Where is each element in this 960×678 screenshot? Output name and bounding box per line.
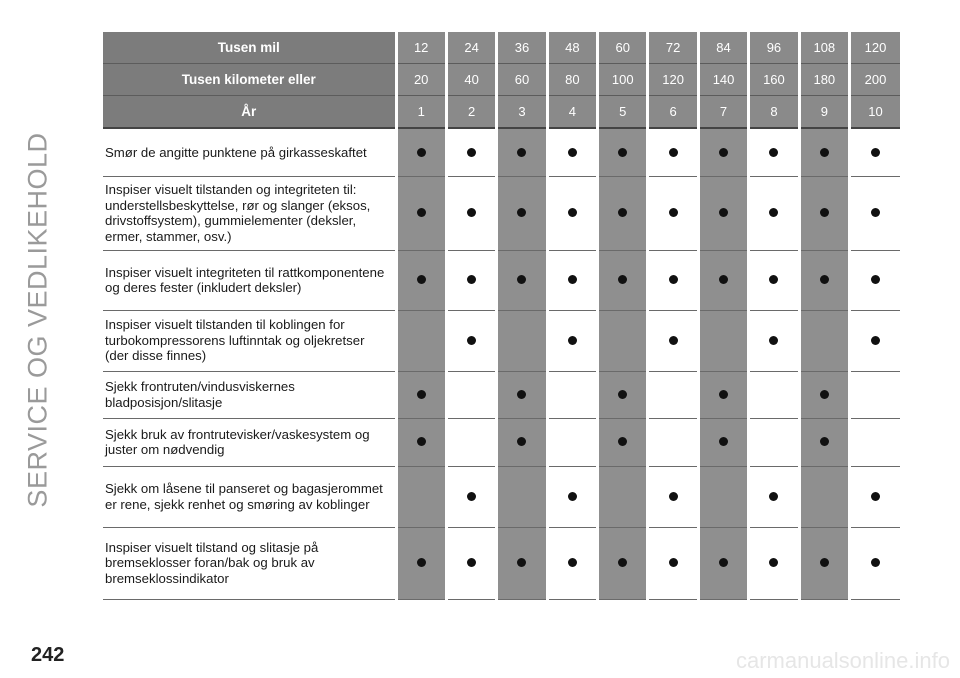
schedule-cell [446,310,496,371]
service-dot-icon [467,208,476,217]
schedule-cell [749,176,799,250]
service-dot-icon [820,148,829,157]
header-value: 200 [850,64,900,96]
header-value: 160 [749,64,799,96]
schedule-cell [497,371,547,418]
service-dot-icon [417,208,426,217]
service-dot-icon [467,275,476,284]
service-dot-icon [568,208,577,217]
service-dot-icon [719,148,728,157]
task-description: Sjekk om låsene til panseret og bagasjerommet er rene, sjekk renhet og smøring av koblinger [103,466,396,527]
schedule-cell [497,527,547,599]
schedule-cell [698,250,748,310]
service-dot-icon [618,558,627,567]
service-dot-icon [871,148,880,157]
schedule-cell [497,176,547,250]
schedule-cell [497,466,547,527]
schedule-cell [598,250,648,310]
schedule-cell [648,310,698,371]
header-row-kilometers [103,64,900,96]
service-dot-icon [820,275,829,284]
service-dot-icon [820,390,829,399]
header-value: 4 [547,96,597,129]
service-dot-icon [467,558,476,567]
schedule-cell [648,250,698,310]
service-dot-icon [719,208,728,217]
service-dot-icon [517,558,526,567]
task-description: Sjekk frontruten/vindusviskernes bladposisjon/slitasje [103,371,396,418]
service-dot-icon [820,558,829,567]
table-row [103,176,900,250]
service-dot-icon [820,437,829,446]
schedule-cell [446,527,496,599]
schedule-cell [799,371,849,418]
schedule-cell [648,418,698,466]
schedule-cell [446,250,496,310]
service-dot-icon [769,148,778,157]
schedule-cell [598,527,648,599]
service-dot-icon [669,275,678,284]
schedule-cell [850,371,900,418]
header-value: 2 [446,96,496,129]
header-value: 7 [698,96,748,129]
side-section-title-text: SERVICE OG VEDLIKEHOLD [22,132,53,508]
watermark: carmanualsonline.info [735,648,950,673]
service-dot-icon [618,390,627,399]
service-dot-icon [467,336,476,345]
header-value: 20 [396,64,446,96]
schedule-cell [446,128,496,176]
header-value: 3 [497,96,547,129]
table-row [103,310,900,371]
service-dot-icon [517,437,526,446]
schedule-cell [698,128,748,176]
header-value: 60 [497,64,547,96]
schedule-cell [547,128,597,176]
schedule-cell [598,128,648,176]
page-number: 242 [31,644,65,666]
service-dot-icon [769,336,778,345]
header-value: 8 [749,96,799,129]
schedule-cell [648,466,698,527]
header-value: 60 [598,32,648,64]
service-dot-icon [568,275,577,284]
schedule-cell [850,527,900,599]
service-dot-icon [871,492,880,501]
table-row [103,527,900,599]
schedule-cell [547,371,597,418]
service-dot-icon [719,275,728,284]
service-dot-icon [618,208,627,217]
schedule-cell [547,310,597,371]
schedule-cell [799,176,849,250]
schedule-cell [648,128,698,176]
maintenance-schedule-table [103,32,900,600]
schedule-cell [850,176,900,250]
schedule-cell [648,527,698,599]
header-value: 5 [598,96,648,129]
schedule-cell [698,466,748,527]
schedule-cell [396,310,446,371]
schedule-cell [799,250,849,310]
schedule-cell [799,466,849,527]
schedule-cell [446,371,496,418]
schedule-cell [598,418,648,466]
schedule-cell [598,466,648,527]
header-value: 9 [799,96,849,129]
service-dot-icon [769,275,778,284]
schedule-cell [396,371,446,418]
schedule-cell [497,250,547,310]
schedule-cell [598,310,648,371]
service-dot-icon [669,148,678,157]
service-dot-icon [568,492,577,501]
service-dot-icon [769,208,778,217]
service-dot-icon [417,390,426,399]
schedule-cell [497,310,547,371]
table-row [103,371,900,418]
service-dot-icon [417,558,426,567]
service-dot-icon [517,148,526,157]
schedule-cell [446,176,496,250]
task-description: Inspiser visuelt tilstanden til koblingen for turbokompressorens luftinntak og oljekretser (der disse finnes) [103,310,396,371]
header-row-year [103,96,900,129]
schedule-cell [497,128,547,176]
schedule-cell [698,371,748,418]
schedule-cell [547,466,597,527]
service-dot-icon [669,492,678,501]
schedule-cell [648,176,698,250]
header-value: 100 [598,64,648,96]
schedule-cell [446,418,496,466]
schedule-cell [446,466,496,527]
schedule-cell [799,310,849,371]
service-dot-icon [719,558,728,567]
schedule-cell [547,418,597,466]
service-dot-icon [568,558,577,567]
schedule-cell [547,250,597,310]
schedule-cell [749,466,799,527]
service-dot-icon [517,208,526,217]
schedule-cell [648,371,698,418]
schedule-cell [396,418,446,466]
table-row [103,418,900,466]
header-value: 180 [799,64,849,96]
header-value: 24 [446,32,496,64]
service-dot-icon [417,275,426,284]
task-description: Inspiser visuelt integriteten til rattkomponentene og deres fester (inkludert deksler) [103,250,396,310]
service-dot-icon [618,437,627,446]
header-value: 96 [749,32,799,64]
service-dot-icon [467,148,476,157]
service-dot-icon [568,336,577,345]
header-value: 108 [799,32,849,64]
header-value: 6 [648,96,698,129]
schedule-cell [799,527,849,599]
header-value: 120 [648,64,698,96]
schedule-cell [396,176,446,250]
schedule-cell [799,418,849,466]
header-label: Tusen mil [103,32,396,64]
header-value: 84 [698,32,748,64]
service-dot-icon [871,208,880,217]
service-dot-icon [618,148,627,157]
service-dot-icon [669,336,678,345]
schedule-cell [698,527,748,599]
service-dot-icon [467,492,476,501]
schedule-cell [850,128,900,176]
header-value: 36 [497,32,547,64]
schedule-cell [850,418,900,466]
schedule-cell [497,418,547,466]
schedule-cell [850,250,900,310]
task-description: Sjekk bruk av frontrutevisker/vaskesystem og juster om nødvendig [103,418,396,466]
schedule-cell [698,310,748,371]
schedule-cell [598,176,648,250]
schedule-cell [850,310,900,371]
schedule-cell [396,128,446,176]
service-dot-icon [871,336,880,345]
service-dot-icon [417,437,426,446]
schedule-cell [749,527,799,599]
header-row-miles [103,32,900,64]
schedule-cell [396,250,446,310]
header-value: 10 [850,96,900,129]
header-value: 1 [396,96,446,129]
schedule-cell [749,418,799,466]
header-value: 72 [648,32,698,64]
schedule-cell [547,527,597,599]
schedule-cell [749,250,799,310]
schedule-cell [396,527,446,599]
header-label: Tusen kilometer eller [103,64,396,96]
schedule-cell [698,176,748,250]
header-value: 48 [547,32,597,64]
header-value: 120 [850,32,900,64]
service-dot-icon [417,148,426,157]
service-dot-icon [669,208,678,217]
table-row [103,250,900,310]
service-dot-icon [871,275,880,284]
service-dot-icon [568,148,577,157]
task-description: Inspiser visuelt tilstand og slitasje på bremseklosser foran/bak og bruk av bremseklossindikator [103,527,396,599]
schedule-cell [598,371,648,418]
header-value: 140 [698,64,748,96]
service-dot-icon [517,390,526,399]
task-description: Smør de angitte punktene på girkasseskaftet [103,128,396,176]
header-value: 80 [547,64,597,96]
service-dot-icon [669,558,678,567]
header-value: 12 [396,32,446,64]
service-dot-icon [820,208,829,217]
header-label: År [103,96,396,129]
table-row [103,128,900,176]
schedule-cell [749,371,799,418]
service-dot-icon [719,437,728,446]
service-dot-icon [618,275,627,284]
service-dot-icon [719,390,728,399]
schedule-cell [799,128,849,176]
service-dot-icon [871,558,880,567]
schedule-cell [749,310,799,371]
schedule-cell [850,466,900,527]
schedule-cell [698,418,748,466]
task-description: Inspiser visuelt tilstanden og integriteten til: understellsbeskyttelse, rør og slanger (eksos, drivstoffsystem), gummielementer (deksler, ermer, stammer, osv.) [103,176,396,250]
table-row [103,466,900,527]
schedule-cell [749,128,799,176]
schedule-cell [396,466,446,527]
header-value: 40 [446,64,496,96]
schedule-cell [547,176,597,250]
service-dot-icon [769,492,778,501]
service-dot-icon [769,558,778,567]
service-dot-icon [517,275,526,284]
